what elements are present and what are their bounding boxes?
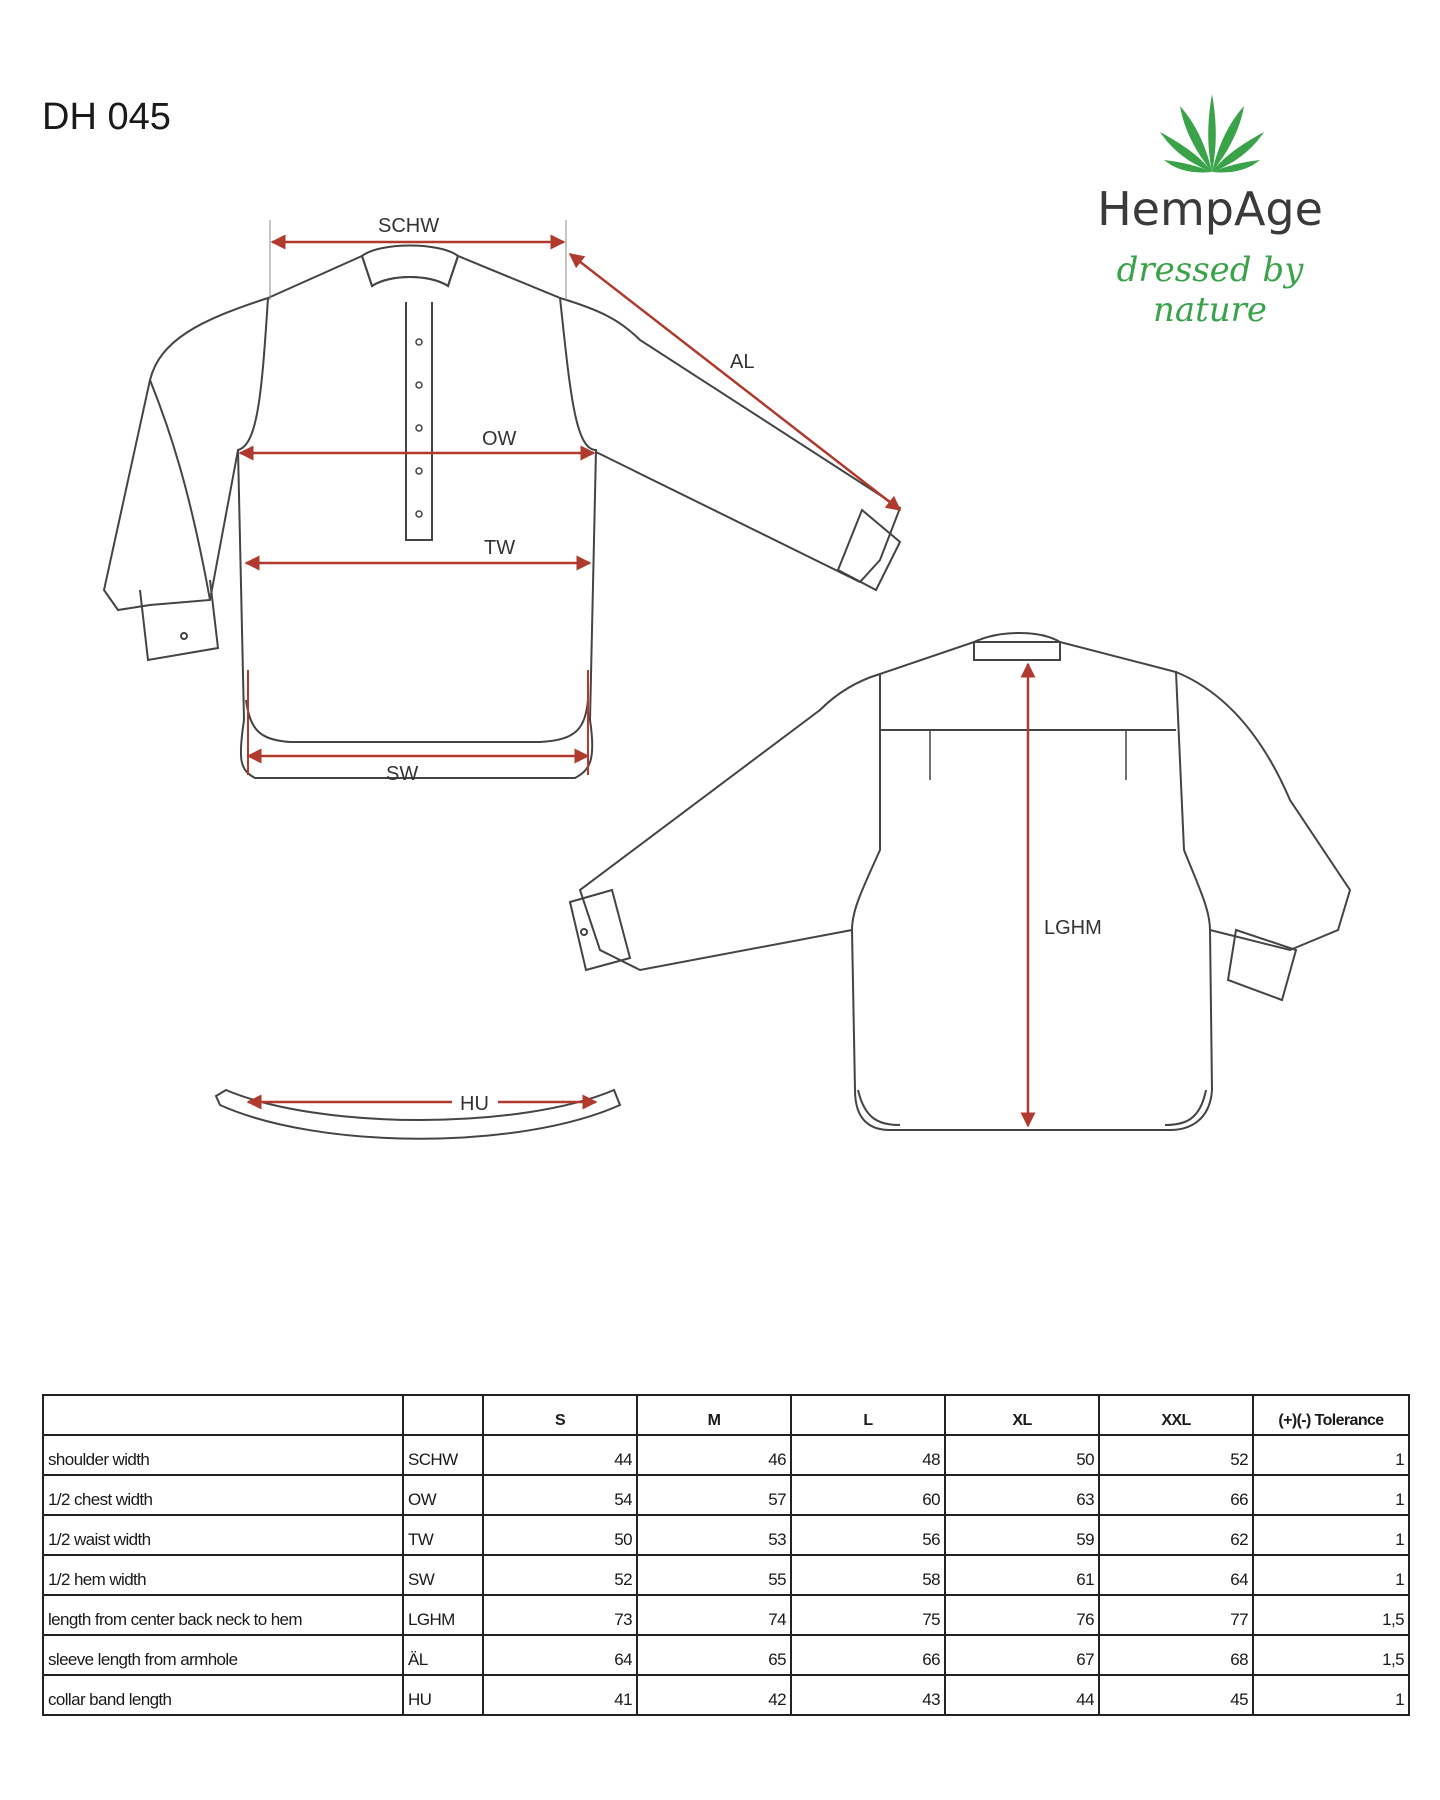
row-code: OW [403, 1475, 483, 1515]
size-value: 52 [483, 1555, 637, 1595]
front-right-cuff [838, 510, 900, 590]
size-value: 45 [1099, 1675, 1253, 1715]
front-left-cuff [140, 580, 218, 660]
size-value: 50 [945, 1435, 1099, 1475]
row-code: LGHM [403, 1595, 483, 1635]
sw-label: SW [386, 763, 419, 785]
size-value: 64 [483, 1635, 637, 1675]
row-label: collar band length [43, 1675, 403, 1715]
size-value: 41 [483, 1675, 637, 1715]
front-collar [362, 246, 458, 287]
al-label: AL [730, 351, 755, 373]
size-value: 74 [637, 1595, 791, 1635]
table-row [43, 1555, 1409, 1595]
size-value: 43 [791, 1675, 945, 1715]
header-cell: M [637, 1395, 791, 1435]
tolerance-value: 1,5 [1253, 1635, 1409, 1675]
row-code: ÄL [403, 1635, 483, 1675]
collar-band [216, 1090, 620, 1139]
tolerance-value: 1 [1253, 1675, 1409, 1715]
header-cell [43, 1395, 403, 1435]
header-cell: XL [945, 1395, 1099, 1435]
front-measurements [240, 220, 900, 775]
front-right-sleeve [560, 298, 900, 582]
header-cell: (+)(-) Tolerance [1253, 1395, 1409, 1435]
product-code: DH 045 [42, 96, 171, 138]
header-cell [403, 1395, 483, 1435]
size-value: 55 [637, 1555, 791, 1595]
row-code: TW [403, 1515, 483, 1555]
size-value: 67 [945, 1635, 1099, 1675]
al-line [570, 254, 900, 510]
size-value: 52 [1099, 1435, 1253, 1475]
front-view-shirt [104, 246, 900, 779]
tolerance-value: 1,5 [1253, 1595, 1409, 1635]
technical-drawing [0, 190, 1440, 1190]
row-code: SW [403, 1555, 483, 1595]
back-collar [974, 633, 1060, 660]
row-label: 1/2 waist width [43, 1515, 403, 1555]
row-label: 1/2 chest width [43, 1475, 403, 1515]
back-left-sleeve [580, 674, 880, 970]
back-view-shirt [570, 633, 1350, 1130]
header-cell: S [483, 1395, 637, 1435]
row-label: shoulder width [43, 1435, 403, 1475]
size-value: 68 [1099, 1635, 1253, 1675]
tw-label: TW [484, 537, 516, 559]
tolerance-value: 1 [1253, 1555, 1409, 1595]
brand-name: HempAge [1097, 182, 1323, 236]
back-body [852, 642, 1212, 1130]
hu-label: HU [460, 1093, 489, 1115]
size-value: 75 [791, 1595, 945, 1635]
row-code: HU [403, 1675, 483, 1715]
back-left-cuff [570, 890, 630, 970]
table-row [43, 1635, 1409, 1675]
size-value: 62 [1099, 1515, 1253, 1555]
size-value: 65 [637, 1635, 791, 1675]
size-value: 48 [791, 1435, 945, 1475]
size-value: 44 [483, 1435, 637, 1475]
brand-tagline: dressed by nature [1116, 250, 1304, 330]
size-value: 56 [791, 1515, 945, 1555]
row-label: 1/2 hem width [43, 1555, 403, 1595]
back-right-sleeve [1176, 672, 1350, 950]
header-cell: L [791, 1395, 945, 1435]
size-value: 77 [1099, 1595, 1253, 1635]
size-table [42, 1394, 1410, 1716]
size-value: 53 [637, 1515, 791, 1555]
table-row [43, 1435, 1409, 1475]
size-value: 64 [1099, 1555, 1253, 1595]
size-value: 66 [1099, 1475, 1253, 1515]
size-value: 60 [791, 1475, 945, 1515]
size-value: 59 [945, 1515, 1099, 1555]
size-value: 76 [945, 1595, 1099, 1635]
back-right-cuff [1228, 930, 1296, 1000]
lghm-label: LGHM [1044, 917, 1102, 939]
table-row [43, 1595, 1409, 1635]
header-cell: XXL [1099, 1395, 1253, 1435]
hemp-leaf-icon [1060, 90, 1360, 180]
size-value: 44 [945, 1675, 1099, 1715]
size-value: 57 [637, 1475, 791, 1515]
table-row [43, 1675, 1409, 1715]
table-header-row [43, 1395, 1409, 1435]
row-code: SCHW [403, 1435, 483, 1475]
size-value: 54 [483, 1475, 637, 1515]
tolerance-value: 1 [1253, 1435, 1409, 1475]
ow-label: OW [482, 428, 517, 450]
table-row [43, 1515, 1409, 1555]
size-value: 63 [945, 1475, 1099, 1515]
front-placket [406, 302, 432, 540]
row-label: sleeve length from armhole [43, 1635, 403, 1675]
tolerance-value: 1 [1253, 1515, 1409, 1555]
size-value: 58 [791, 1555, 945, 1595]
size-value: 66 [791, 1635, 945, 1675]
size-value: 61 [945, 1555, 1099, 1595]
tolerance-value: 1 [1253, 1475, 1409, 1515]
size-value: 46 [637, 1435, 791, 1475]
size-value: 42 [637, 1675, 791, 1715]
size-value: 73 [483, 1595, 637, 1635]
size-value: 50 [483, 1515, 637, 1555]
schw-label: SCHW [378, 215, 440, 237]
table-row [43, 1475, 1409, 1515]
row-label: length from center back neck to hem [43, 1595, 403, 1635]
